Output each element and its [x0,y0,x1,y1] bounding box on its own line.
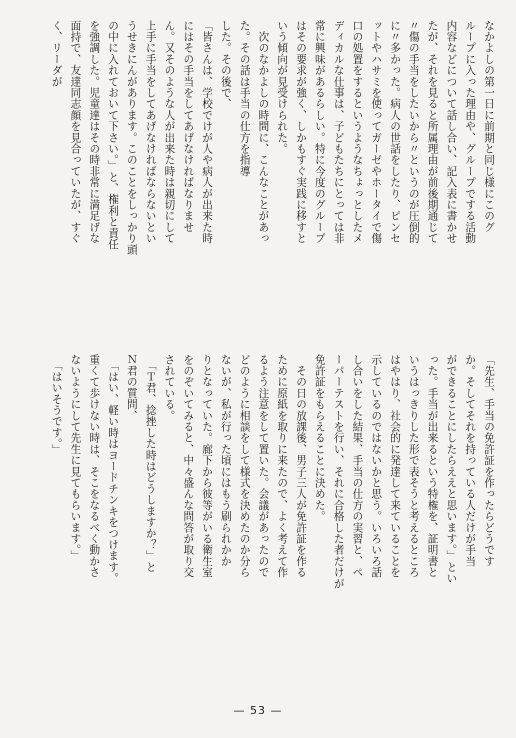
text-column: ないが、私が行った頃にはもう刷られかか [219,354,232,567]
text-column: ディカルな仕事は、子どもたちにとっては非 [332,20,345,244]
text-column: 「先生、手当の免許証を作ったらどうです [483,354,495,567]
text-column: うせきにんがあります。このことをしっかり頭 [125,20,138,256]
lower-text-block [20,354,498,691]
text-column: った。手当が出来るという特権を、証明書と [426,354,439,578]
text-column: ん。又そのような人が出来た時は親切にして [163,20,176,244]
text-column: か。そしてそれを持っている人だけが手当 [464,354,477,567]
text-column: はやはり、社会的に発達して来ていることを [389,354,402,578]
text-column: その日の放課後、男子三人が免許証を作る [295,354,308,578]
text-column: されている。 [163,354,176,422]
text-column: にはその手当をしてあげなければなりませ [182,20,195,233]
text-column: 「皆さんは、学校でけが人や病人が出来た時 [201,20,214,244]
text-column: るよう注意をして置いた。会議があったので [257,354,270,578]
text-column: く、リーダが [50,20,63,88]
text-column: ループに入った理由や、グループでする活動 [464,20,477,244]
text-column: 「Ｔ君、捻挫した時はどうしますか？」と [144,354,157,573]
page-number: — 53 — [233,704,283,717]
text-column: なかよしの第一日に前期と同じ様にこのグ [483,20,495,233]
text-column: たが、それを見ると所属理由が前後期通じて [426,20,439,244]
text-column: いう傾向が見受けられた。 [276,20,289,155]
text-column: 常に興味があるらしい。特に今度のグループ [313,20,326,244]
text-column: をのぞいてみると、中々盛んな問答が取り交 [182,354,195,578]
text-column: いうはっきりした形で表そうと考えるところ [407,354,420,578]
text-column: はその要求が強く、しかもすぐ実践に移すと [295,20,308,244]
text-column: し合いをした結果、手当の仕方の実習と、ペ [351,354,364,578]
text-column: ーパーテストを行い、それに合格した者だけが [332,354,345,590]
text-column: に〃多かった。病人の世話をしたり、ピンセ [389,20,402,244]
text-column: の中に入れておいて下さい。」と、権利と責任 [107,20,120,250]
text-column: を強調した。児童達はその時非常に満足げな [88,20,101,244]
text-column: した。その後で、 [219,20,232,110]
text-column: 内容などについて話し合い、記入表に書かせ [445,20,458,244]
text-column: 「はい、軽い時はヨードチンキをつけます。 [107,354,120,584]
text-column: 示しているのではないかと思う。いろいろ話 [370,354,383,578]
text-column: 次のなかよしの時間に、こんなことがあっ [257,20,270,244]
text-column: ットやハサミを使ってガーゼやホータイで傷 [370,20,383,244]
text-column: りとなっていた。廊下から彼等がいる衛生室 [201,354,214,578]
text-column: 面持で、友達同志顔を見合っていたが、すぐ [69,20,82,244]
text-column: ができることにしたらええと思います。」とい [445,354,458,584]
text-column: 〃傷の手当をしたいから〃というのが圧倒的 [407,20,420,244]
text-column: Ｎ君の質問、 [125,354,138,422]
upper-text-block [20,20,498,342]
text-column: 「はいそうです。」 [50,354,63,456]
text-column: ために原紙を取りに来たので、よく考えて作 [276,354,289,578]
text-column: 上手に手当をしてあげなければならないとい [144,20,157,244]
text-column: どのように相談をして様式を決めたのか分ら [238,354,251,578]
text-column: 免許証をもらえることに決めた。 [313,354,326,522]
text-column: 重くて歩けない時は、そこをなるべく動かさ [88,354,101,578]
text-column: 口の処置をするというようなちょっとしたメ [351,20,364,244]
text-column: ないようにして先生に見てもらいます。」 [69,354,82,562]
text-column: た。その話は手当の仕方を指導 [238,20,251,177]
